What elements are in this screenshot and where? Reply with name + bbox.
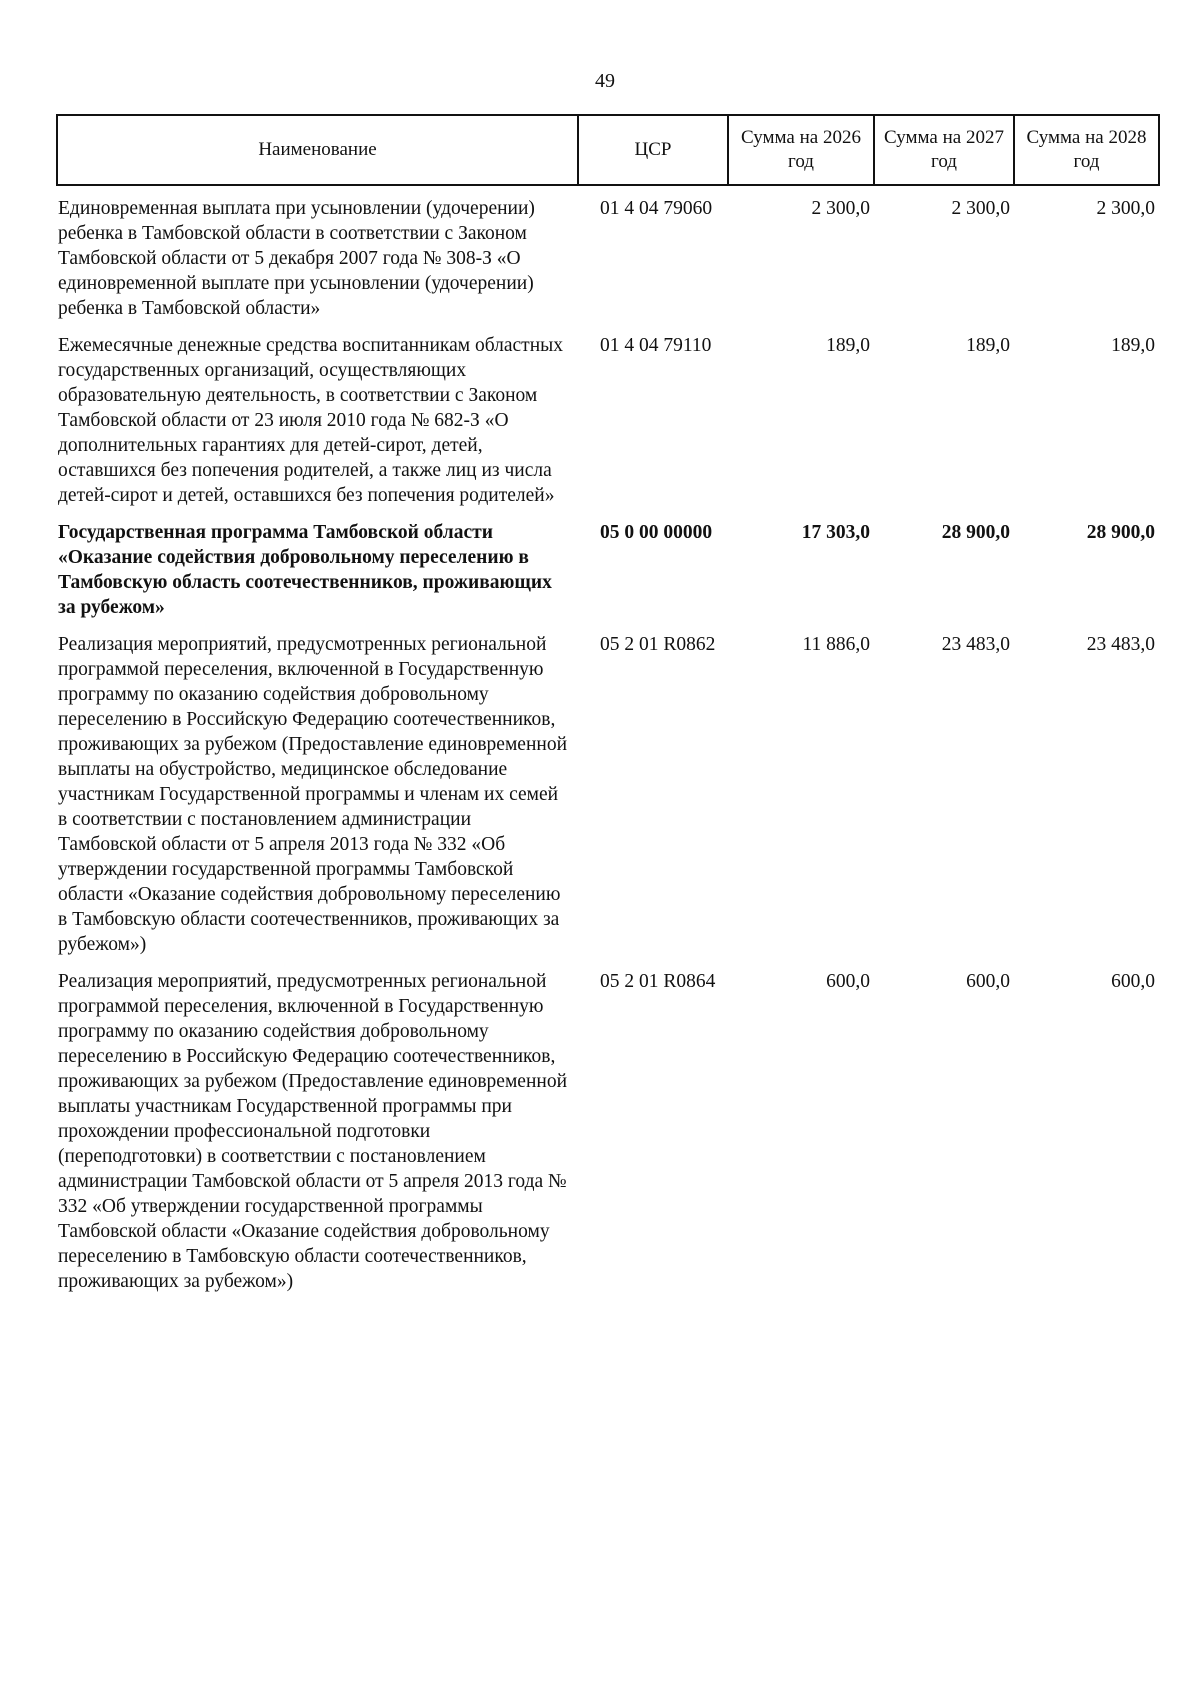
- table-row: [57, 626, 1159, 963]
- row-name: Реализация мероприятий, предусмотренных региональной программой переселения, включенной в Государственную программу по оказанию содействия добровольному переселению в Российскую Федерацию соотечественников, проживающих за рубежом (Предоставление единовременной выплаты участникам Государственной программы при прохождении профессиональной подготовки (переподготовки) в соответствии с постановлением администрации Тамбовской области от 5 апреля 2013 года № 332 «Об утверждении государственной программы Тамбовской области «Оказание содействия добровольному переселению в Тамбовскую области соотечественников, проживающих за рубежом»): [58, 971, 568, 1292]
- table-row: [57, 963, 1159, 1300]
- table-row: [57, 185, 1159, 327]
- table-row: [57, 327, 1159, 514]
- header-row: [57, 115, 1159, 185]
- row-sum-2028: 2 300,0: [1096, 198, 1155, 219]
- row-sum-2027: 2 300,0: [951, 198, 1010, 219]
- header-sum-2028: Сумма на 2028 год: [1014, 115, 1159, 185]
- header-csr: ЦСР: [578, 115, 728, 185]
- header-sum-2027: Сумма на 2027 год: [874, 115, 1014, 185]
- row-csr: 05 2 01 R0862: [600, 634, 716, 655]
- row-csr: 01 4 04 79110: [600, 335, 712, 356]
- row-sum-2026: 600,0: [826, 971, 870, 992]
- row-sum-2026: 11 886,0: [802, 634, 870, 655]
- row-sum-2027: 189,0: [966, 335, 1010, 356]
- row-sum-2027: 28 900,0: [941, 522, 1010, 543]
- page-number: 49: [595, 70, 615, 92]
- row-sum-2027: 600,0: [966, 971, 1010, 992]
- row-sum-2027: 23 483,0: [941, 634, 1010, 655]
- table-body: [57, 185, 1159, 1300]
- row-sum-2028: 28 900,0: [1086, 522, 1155, 543]
- header-name: Наименование: [57, 115, 578, 185]
- row-csr: 05 0 00 00000: [600, 522, 713, 543]
- row-sum-2028: 189,0: [1111, 335, 1155, 356]
- row-sum-2028: 600,0: [1111, 971, 1155, 992]
- row-sum-2026: 189,0: [826, 335, 870, 356]
- table-header: [57, 115, 1159, 185]
- row-csr: 05 2 01 R0864: [600, 971, 716, 992]
- table-row-program: [57, 514, 1159, 626]
- row-csr: 01 4 04 79060: [600, 198, 713, 219]
- row-name: Реализация мероприятий, предусмотренных региональной программой переселения, включенной в Государственную программу по оказанию содействия добровольному переселению в Российскую Федерацию соотечественников, проживающих за рубежом (Предоставление единовременной выплаты на обустройство, медицинское обследование участникам Государственной программы и членам их семей в соответствии с постановлением администрации Тамбовской области от 5 апреля 2013 года № 332 «Об утверждении государственной программы Тамбовской области «Оказание содействия добровольному переселению в Тамбовскую области соотечественников, проживающих за рубежом»): [58, 634, 568, 955]
- header-sum-2026: Сумма на 2026 год: [728, 115, 874, 185]
- row-name: Ежемесячные денежные средства воспитанникам областных государственных организаций, осуществляющих образовательную деятельность, в соответствии с Законом Тамбовской области от 23 июля 2010 года № 682-З «О дополнительных гарантиях для детей-сирот, детей, оставшихся без попечения родителей, а также лиц из числа детей-сирот и детей, оставшихся без попечения родителей»: [58, 335, 563, 506]
- budget-table: [56, 114, 1160, 1300]
- row-sum-2026: 2 300,0: [811, 198, 870, 219]
- row-name: Государственная программа Тамбовской области «Оказание содействия добровольному переселению в Тамбовскую область соотечественников, проживающих за рубежом»: [58, 522, 552, 618]
- row-sum-2028: 23 483,0: [1086, 634, 1155, 655]
- row-sum-2026: 17 303,0: [801, 522, 870, 543]
- row-name: Единовременная выплата при усыновлении (удочерении) ребенка в Тамбовской области в соответствии с Законом Тамбовской области от 5 декабря 2007 года № 308-З «О единовременной выплате при усыновлении (удочерении) ребенка в Тамбовской области»: [58, 198, 535, 319]
